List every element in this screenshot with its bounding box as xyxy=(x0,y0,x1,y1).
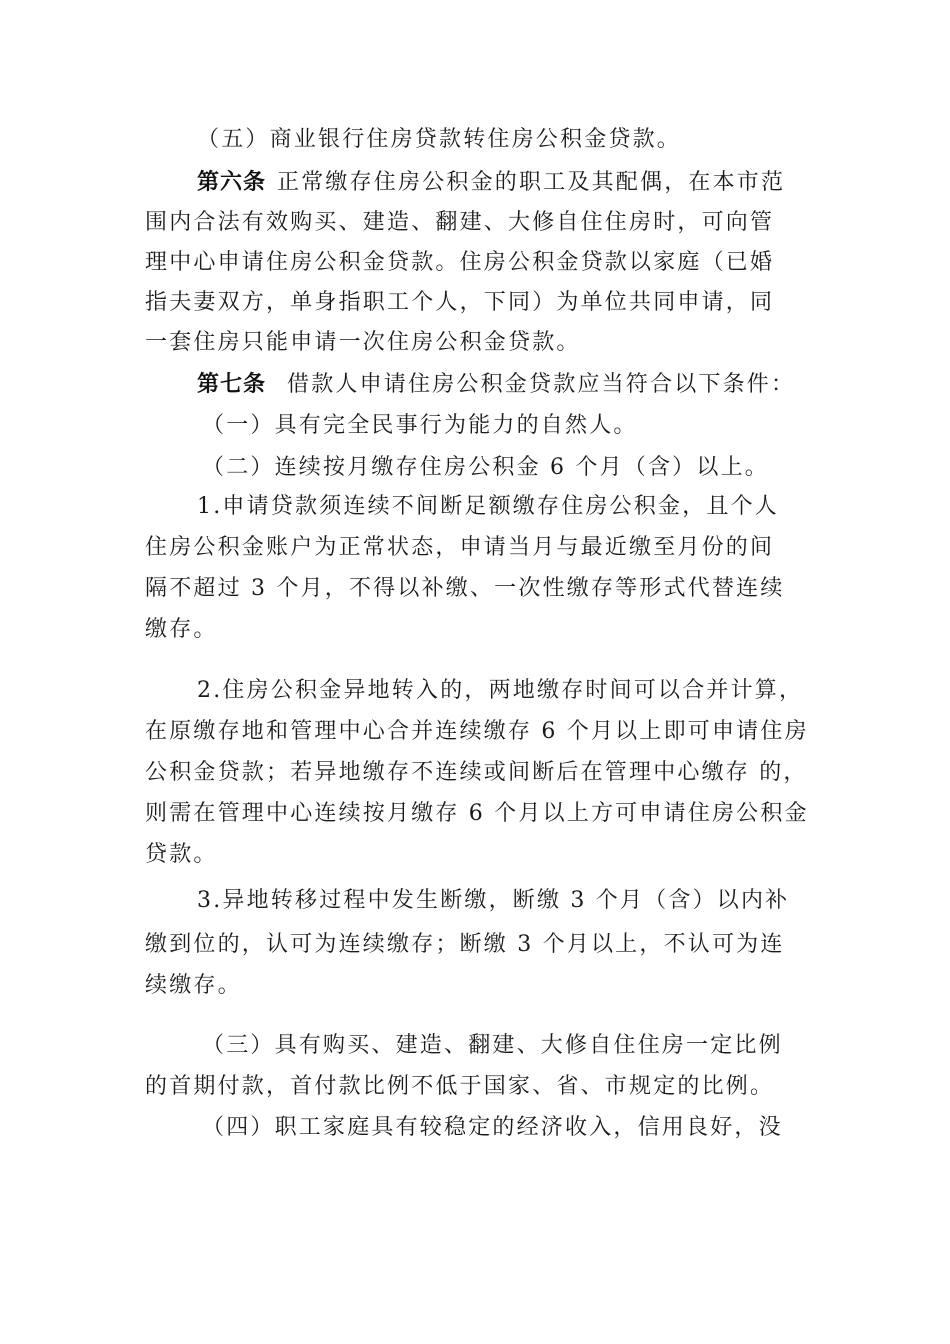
article-6-text: 指夫妻双方，单身指职工个人，下同）为单位共同申请，同 xyxy=(145,290,775,315)
sub-item-2: 公积金贷款；若异地缴存不连续或间断后在管理中心缴存 的， xyxy=(145,760,808,785)
article-7-heading: 第七条 xyxy=(197,372,267,397)
sub-item-3: 3.异地转移过程中发生断缴，断缴 3 个月（含）以内补 xyxy=(197,888,790,913)
sub-item-1: 1.申请贷款须连续不间断足额缴存住房公积金，且个人 xyxy=(197,494,779,519)
sub-item-2: 贷款。 xyxy=(145,842,218,867)
article-6-text: 围内合法有效购买、建造、翻建、大修自住住房时，可向管 xyxy=(145,210,775,235)
condition-1: （一）具有完全民事行为能力的自然人。 xyxy=(202,413,638,438)
condition-3: 的首期付款，首付款比例不低于国家、省、市规定的比例。 xyxy=(145,1074,775,1099)
condition-4: （四）职工家庭具有较稳定的经济收入，信用良好，没 xyxy=(202,1115,783,1140)
condition-3: （三）具有购买、建造、翻建、大修自住住房一定比例 xyxy=(202,1033,783,1058)
sub-item-1: 缴存。 xyxy=(145,617,218,642)
sub-item-2: 2.住房公积金异地转入的，两地缴存时间可以合并计算， xyxy=(197,678,804,703)
sub-item-3: 续缴存。 xyxy=(145,973,242,998)
clause-item-5: （五）商业银行住房贷款转住房公积金贷款。 xyxy=(197,127,682,152)
sub-item-3: 缴到位的，认可为连续缴存；断缴 3 个月以上，不认可为连 xyxy=(145,932,785,957)
sub-item-1: 隔不超过 3 个月，不得以补缴、一次性缴存等形式代替连续 xyxy=(145,576,785,601)
article-7-text: 借款人申请住房公积金贷款应当符合以下条件： xyxy=(287,372,796,397)
condition-2: （二）连续按月缴存住房公积金 6 个月（含）以上。 xyxy=(202,455,769,480)
sub-item-2: 则需在管理中心连续按月缴存 6 个月以上方可申请住房公积金 xyxy=(145,801,809,826)
sub-item-1: 住房公积金账户为正常状态，申请当月与最近缴至月份的间 xyxy=(145,535,775,560)
sub-item-2: 在原缴存地和管理中心合并连续缴存 6 个月以上即可申请住房 xyxy=(145,719,809,744)
article-6-text: 理中心申请住房公积金贷款。住房公积金贷款以家庭（已婚 xyxy=(145,250,775,275)
article-6-text: 一套住房只能申请一次住房公积金贷款。 xyxy=(145,330,581,355)
article-6-text: 正常缴存住房公积金的职工及其配偶，在本市范 xyxy=(277,170,786,195)
article-6-heading: 第六条 xyxy=(197,170,267,195)
